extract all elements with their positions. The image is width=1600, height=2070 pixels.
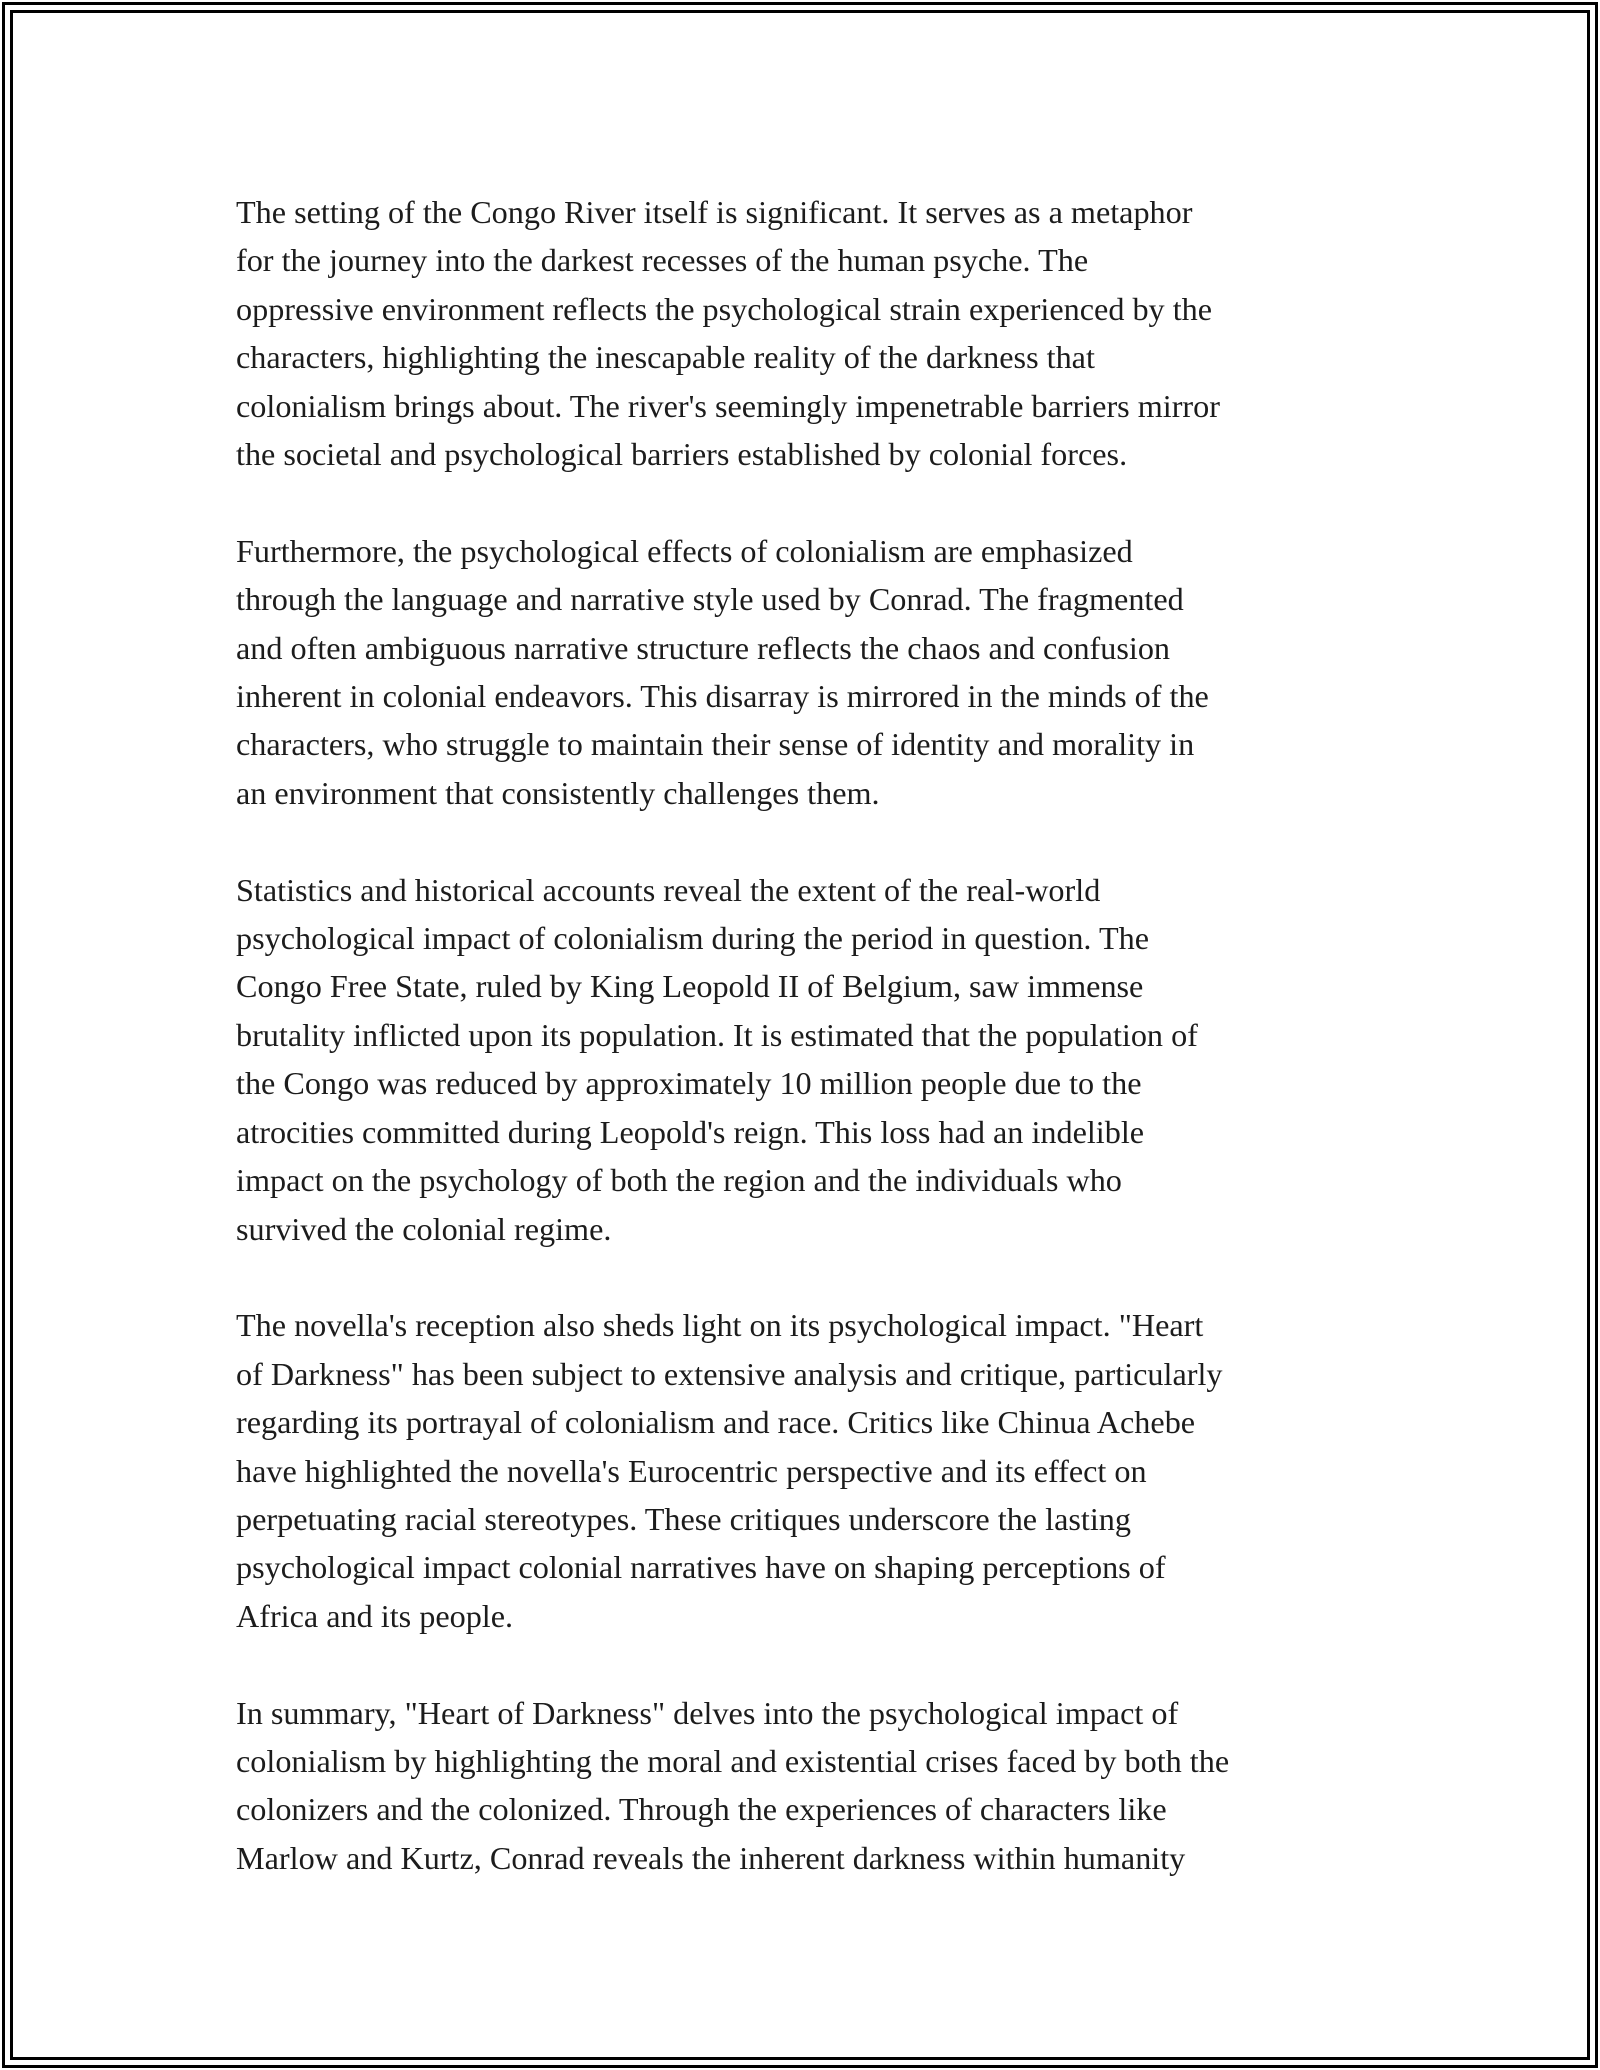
text-line: inherent in colonial endeavors. This disarray is mirrored in the minds of the [236, 678, 1209, 715]
paragraph-historical-statistics [236, 866, 1376, 1253]
text-line: perpetuating racial stereotypes. These critiques underscore the lasting [236, 1500, 1131, 1537]
text-line: of Darkness" has been subject to extensive analysis and critique, particularly [236, 1355, 1223, 1392]
text-line: characters, highlighting the inescapable reality of the darkness that [236, 339, 1095, 376]
text-line: psychological impact colonial narratives have on shaping perceptions of [236, 1549, 1166, 1586]
text-line: impact on the psychology of both the region and the individuals who [236, 1162, 1122, 1199]
paragraph-narrative-style [236, 527, 1376, 817]
text-line: regarding its portrayal of colonialism and race. Critics like Chinua Achebe [236, 1404, 1196, 1441]
paragraph-reception [236, 1301, 1376, 1640]
text-line: atrocities committed during Leopold's reign. This loss had an indelible [236, 1113, 1145, 1150]
text-line: colonialism brings about. The river's seemingly impenetrable barriers mirror [236, 387, 1220, 424]
text-line: The setting of the Congo River itself is significant. It serves as a metaphor [236, 194, 1193, 230]
paragraph-congo-river [236, 188, 1376, 478]
text-line: an environment that consistently challenges them. [236, 774, 880, 811]
text-line: colonizers and the colonized. Through the experiences of characters like [236, 1791, 1167, 1828]
text-line: Marlow and Kurtz, Conrad reveals the inherent darkness within humanity [236, 1839, 1186, 1876]
text-line: have highlighted the novella's Eurocentric perspective and its effect on [236, 1452, 1147, 1489]
text-line: Furthermore, the psychological effects of colonialism are emphasized [236, 532, 1133, 569]
text-line: Africa and its people. [236, 1597, 514, 1634]
text-line: the Congo was reduced by approximately 10 million people due to the [236, 1065, 1142, 1102]
text-line: the societal and psychological barriers established by colonial forces. [236, 436, 1128, 473]
text-line: through the language and narrative style used by Conrad. The fragmented [236, 581, 1184, 618]
text-line: In summary, "Heart of Darkness" delves into the psychological impact of [236, 1694, 1179, 1731]
text-line: brutality inflicted upon its population. It is estimated that the population of [236, 1016, 1198, 1053]
document-body [236, 188, 1376, 1931]
paragraph-summary [236, 1689, 1376, 1883]
text-line: for the journey into the darkest recesses of the human psyche. The [236, 242, 1089, 279]
text-line: psychological impact of colonialism during the period in question. The [236, 920, 1149, 957]
text-line: and often ambiguous narrative structure reflects the chaos and confusion [236, 629, 1171, 666]
text-line: characters, who struggle to maintain their sense of identity and morality in [236, 726, 1195, 763]
text-line: colonialism by highlighting the moral and existential crises faced by both the [236, 1742, 1230, 1779]
text-line: oppressive environment reflects the psychological strain experienced by the [236, 290, 1213, 327]
text-line: survived the colonial regime. [236, 1210, 612, 1247]
text-line: Statistics and historical accounts reveal the extent of the real-world [236, 871, 1101, 908]
text-line: Congo Free State, ruled by King Leopold II of Belgium, saw immense [236, 968, 1144, 1005]
text-line: The novella's reception also sheds light on its psychological impact. "Heart [236, 1307, 1204, 1344]
